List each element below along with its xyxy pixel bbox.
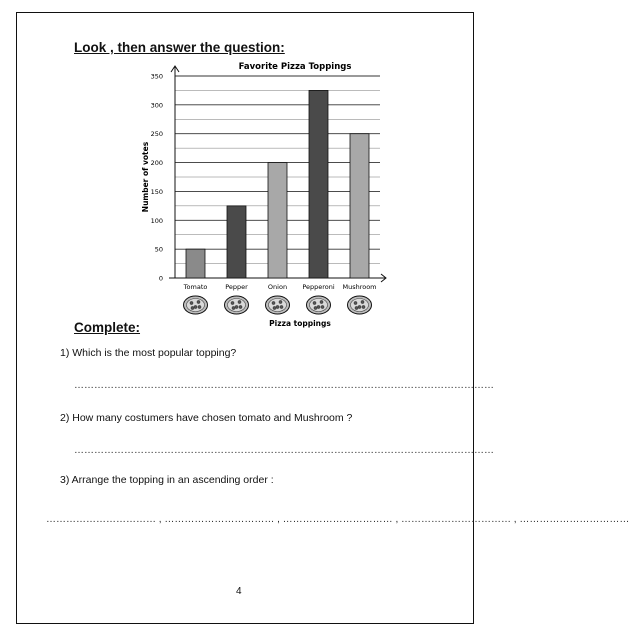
pizza-topping-dot — [279, 300, 282, 303]
y-axis-label: Number of votes — [141, 141, 150, 213]
pizza-topping-dot — [194, 305, 197, 308]
pizza-topping-dot — [358, 305, 361, 308]
y-tick-label: 100 — [150, 216, 163, 225]
pizza-topping-dot — [361, 300, 364, 303]
answer-line-3: …………………………… , …………………………… , …………………………… , …………………………… , …………………………… — [46, 514, 629, 525]
y-tick-label: 350 — [150, 72, 163, 81]
pizza-topping-dot — [354, 301, 357, 304]
pizza-topping-dot — [362, 305, 365, 308]
x-axis-label: Pizza toppings — [269, 319, 331, 328]
y-tick-label: 150 — [150, 187, 163, 196]
pizza-topping-dot — [190, 301, 193, 304]
bar-tomato — [186, 249, 205, 278]
pizza-icon-crust — [228, 299, 246, 312]
y-tick-label: 200 — [150, 159, 163, 168]
pizza-topping-dot — [276, 305, 279, 308]
pizza-topping-dot — [272, 301, 275, 304]
bar-pepperoni — [309, 90, 328, 278]
pizza-topping-dot — [197, 300, 200, 303]
pizza-topping-dot — [314, 306, 317, 309]
pizza-topping-dot — [235, 305, 238, 308]
pizza-topping-dot — [239, 305, 242, 308]
question-3: 3) Arrange the topping in an ascending order : — [60, 474, 274, 486]
pizza-topping-dot — [232, 306, 235, 309]
x-tick-label: Pepperoni — [302, 283, 335, 291]
pizza-topping-dot — [355, 306, 358, 309]
pizza-topping-dot — [280, 305, 283, 308]
pizza-topping-dot — [317, 305, 320, 308]
bar-pepper — [227, 206, 246, 278]
x-tick-label: Onion — [267, 283, 288, 291]
x-tick-label: Mushroom — [342, 283, 377, 291]
pizza-topping-dot — [273, 306, 276, 309]
bar-mushroom — [350, 134, 369, 278]
question-2: 2) How many costumers have chosen tomato and Mushroom ? — [60, 412, 353, 424]
answer-line-1: ……………………………………………………………………………………………………………… — [74, 380, 494, 391]
pizza-icon-crust — [310, 299, 328, 312]
look-heading: Look , then answer the question: — [74, 40, 285, 55]
pizza-icon-crust — [351, 299, 369, 312]
pizza-topping-dot — [198, 305, 201, 308]
x-tick-label: Pepper — [225, 283, 248, 291]
y-tick-label: 50 — [154, 245, 163, 254]
bar-chart — [130, 58, 400, 340]
page-number: 4 — [236, 586, 242, 597]
answer-line-2: ……………………………………………………………………………………………………………… — [74, 445, 494, 456]
pizza-topping-dot — [313, 301, 316, 304]
x-tick-label: Tomato — [183, 283, 208, 291]
pizza-topping-dot — [320, 300, 323, 303]
question-1: 1) Which is the most popular topping? — [60, 347, 237, 359]
pizza-icon-crust — [269, 299, 287, 312]
bar-onion — [268, 163, 287, 278]
y-tick-label: 300 — [150, 101, 163, 110]
y-tick-label: 250 — [150, 130, 163, 139]
pizza-topping-dot — [321, 305, 324, 308]
pizza-topping-dot — [238, 300, 241, 303]
complete-heading: Complete: — [74, 320, 141, 335]
pizza-topping-dot — [191, 306, 194, 309]
chart-title: Favorite Pizza Toppings — [238, 62, 352, 72]
pizza-icon-crust — [187, 299, 205, 312]
pizza-topping-dot — [231, 301, 234, 304]
y-tick-label: 0 — [158, 274, 163, 283]
